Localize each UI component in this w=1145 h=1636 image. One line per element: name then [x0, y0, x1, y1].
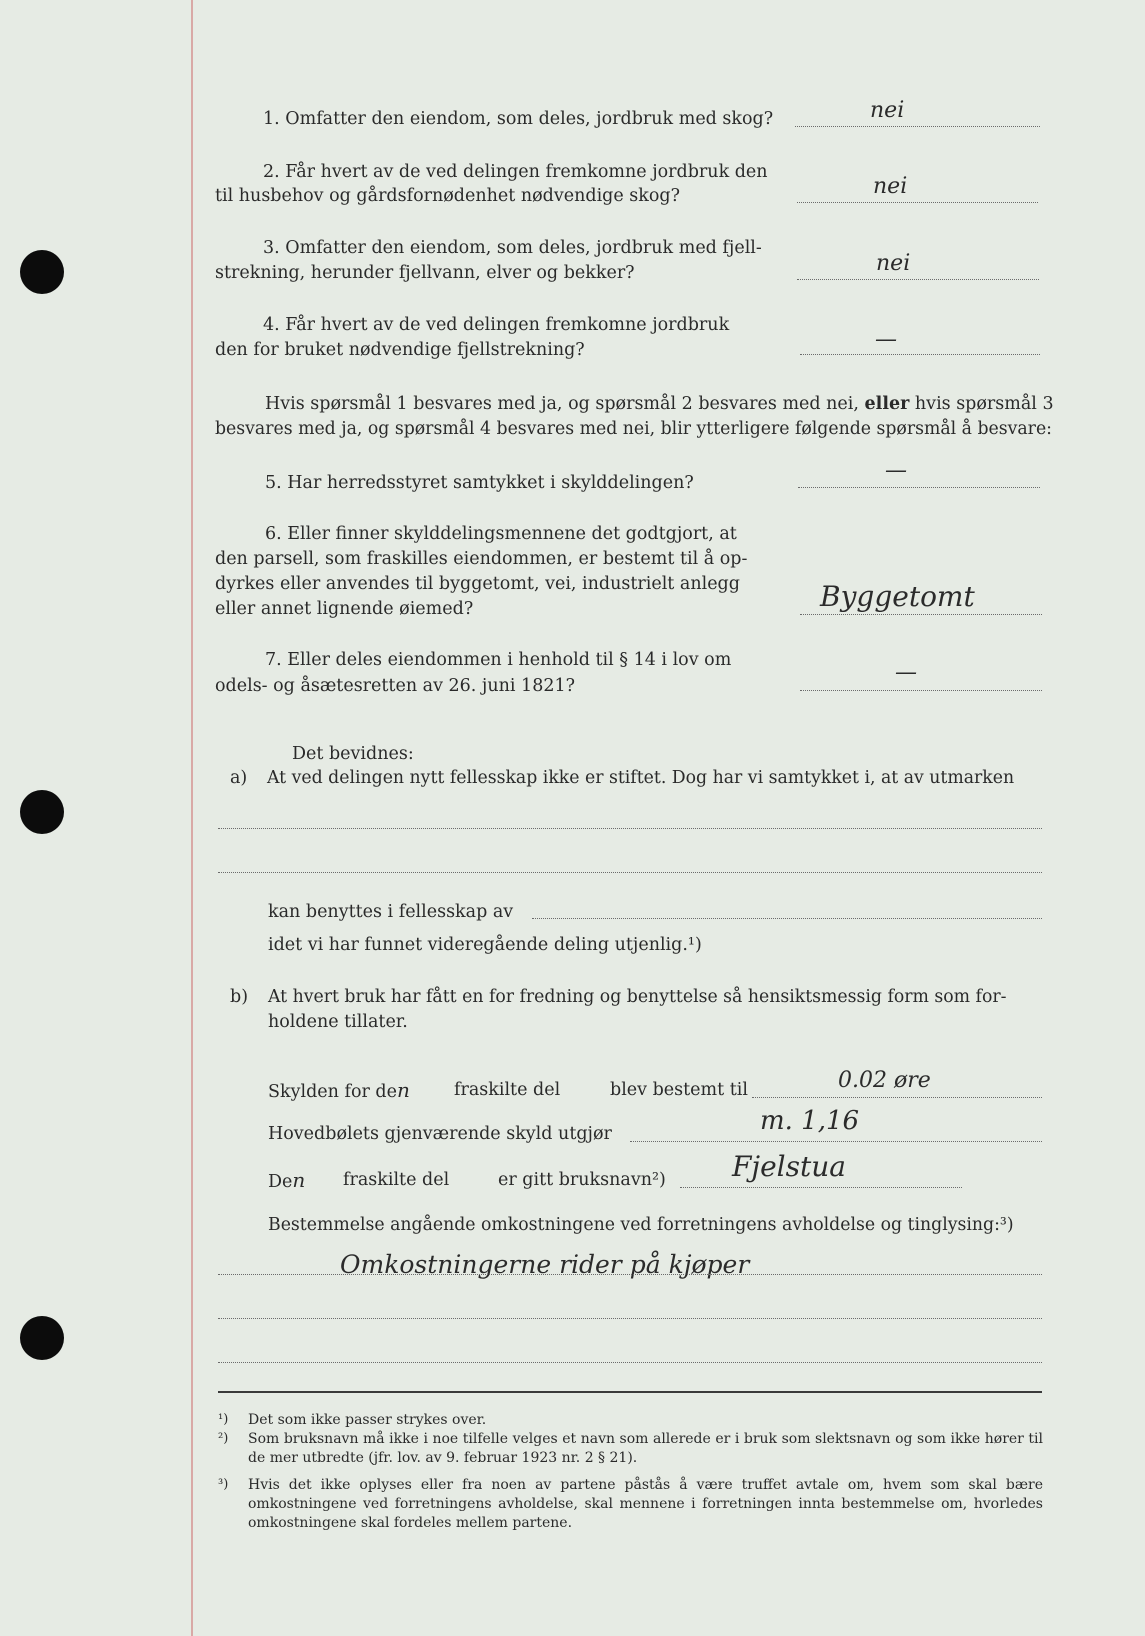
answer-3: nei	[876, 251, 911, 276]
answer-line-5	[798, 487, 1040, 488]
condition-line-2: besvares med ja, og spørsmål 4 besvares med nei, blir ytterligere følgende spørsmål å besvare:	[215, 419, 1052, 439]
bestemmelse-value: Omkostningerne rider på kjøper	[340, 1250, 750, 1279]
skyld-label-part-2: fraskilte del	[454, 1080, 561, 1100]
answer-line-7	[800, 690, 1042, 691]
blank-line	[218, 1274, 1042, 1275]
question-4-line-1: 4. Får hvert av de ved delingen fremkomne jordbruk	[263, 315, 730, 335]
footnote-3-mark: ³)	[218, 1477, 229, 1492]
margin-line	[191, 0, 193, 1636]
question-7-line-2: odels- og åsætesretten av 26. juni 1821?	[215, 676, 575, 696]
answer-line-skyld	[752, 1097, 1042, 1098]
punch-hole-icon	[20, 250, 64, 294]
condition-line-1: Hvis spørsmål 1 besvares med ja, og spørsmål 2 besvares med nei, eller hvis spørsmål 3	[265, 394, 1054, 414]
answer-line-3	[797, 279, 1039, 280]
footnote-2-mark: ²)	[218, 1431, 229, 1446]
footnote-3-text: Hvis det ikke oplyses eller fra noen av partene påstås å være truffet avtale om, hvem som skal bære omkostningene ved forretningens avholdelse, skal mennene i forretningen innta bestemmelse om, hvorledes omkostningene skal fordeles mellem partene.	[248, 1477, 1043, 1531]
answer-2: nei	[873, 174, 908, 199]
question-7-line-1: 7. Eller deles eiendommen i henhold til § 14 i lov om	[265, 650, 732, 670]
footnote-1-mark: ¹)	[218, 1412, 229, 1427]
answer-4: —	[875, 327, 897, 352]
punch-hole-icon	[20, 1316, 64, 1360]
answer-5: —	[885, 458, 907, 483]
answer-7: —	[895, 660, 917, 685]
navn-label-part-2: fraskilte del	[343, 1170, 450, 1190]
question-6-line-3: dyrkes eller anvendes til byggetomt, vei, industrielt anlegg	[215, 574, 740, 594]
item-a-reason: idet vi har funnet videregående deling utjenlig.¹)	[268, 935, 702, 955]
question-6-line-4: eller annet lignende øiemed?	[215, 599, 474, 619]
question-6-line-1: 6. Eller finner skylddelingsmennene det godtgjort, at	[265, 524, 737, 544]
item-a-use-label: kan benyttes i fellesskap av	[268, 902, 514, 922]
answer-line-4	[800, 354, 1040, 355]
navn-label: Den	[268, 1168, 306, 1192]
blank-line	[218, 1318, 1042, 1319]
punch-hole-icon	[20, 790, 64, 834]
footnote-2-text: Som bruksnavn må ikke i noe tilfelle velges et navn som allerede er i bruk som slektsnavn og som ikke hører til de mer utbredte (jfr. lov. av 9. februar 1923 nr. 2 § 21).	[248, 1431, 1043, 1466]
navn-label-part-3: er gitt bruksnavn²)	[498, 1170, 666, 1190]
answer-1: nei	[870, 98, 905, 123]
item-b-line-1: At hvert bruk har fått en for fredning og benyttelse så hensiktsmessig form som for-	[268, 987, 1007, 1007]
navn-value: Fjelstua	[732, 1150, 846, 1183]
question-3-line-1: 3. Omfatter den eiendom, som deles, jordbruk med fjell-	[263, 238, 762, 258]
answer-line-hoved	[630, 1141, 1042, 1142]
answer-line-2	[797, 202, 1038, 203]
question-6	[215, 522, 800, 622]
blank-line	[218, 828, 1042, 829]
question-5: 5. Har herredsstyret samtykket i skylddelingen?	[265, 473, 694, 493]
item-b-marker: b)	[230, 987, 249, 1007]
question-2-line-1: 2. Får hvert av de ved delingen fremkomne jordbruk den	[263, 162, 768, 182]
hoved-value: m. 1,16	[760, 1106, 860, 1136]
answer-line-1	[795, 126, 1040, 127]
footnote-divider	[218, 1391, 1042, 1393]
hoved-label: Hovedbølets gjenværende skyld utgjør	[268, 1124, 612, 1144]
footnote-1-text: Det som ikke passer strykes over.	[248, 1412, 487, 1428]
item-b-line-2: holdene tillater.	[268, 1012, 408, 1032]
question-1: 1. Omfatter den eiendom, som deles, jordbruk med skog?	[263, 109, 774, 129]
answer-line-use	[532, 918, 1042, 919]
question-2-line-2: til husbehov og gårdsfornødenhet nødvendige skog?	[215, 186, 680, 206]
skyld-label: Skylden for den	[268, 1078, 410, 1102]
skyld-label-part-3: blev bestemt til	[610, 1080, 748, 1100]
answer-line-6	[800, 614, 1042, 615]
question-4-line-2: den for bruket nødvendige fjellstrekning?	[215, 340, 585, 360]
certification-heading: Det bevidnes:	[292, 744, 414, 764]
question-6-line-2: den parsell, som fraskilles eiendommen, er bestemt til å op-	[215, 549, 748, 569]
item-a-marker: a)	[230, 768, 248, 788]
question-3-line-2: strekning, herunder fjellvann, elver og bekker?	[215, 263, 635, 283]
item-a-text: At ved delingen nytt fellesskap ikke er stiftet. Dog har vi samtykket i, at av utmarken	[267, 768, 1015, 788]
bestemmelse-label: Bestemmelse angående omkostningene ved forretningens avholdelse og tinglysing:³)	[268, 1215, 1014, 1235]
answer-line-navn	[680, 1187, 962, 1188]
answer-6: Byggetomt	[820, 580, 975, 613]
blank-line	[218, 1362, 1042, 1363]
skyld-value: 0.02 øre	[838, 1068, 931, 1093]
blank-line	[218, 872, 1042, 873]
